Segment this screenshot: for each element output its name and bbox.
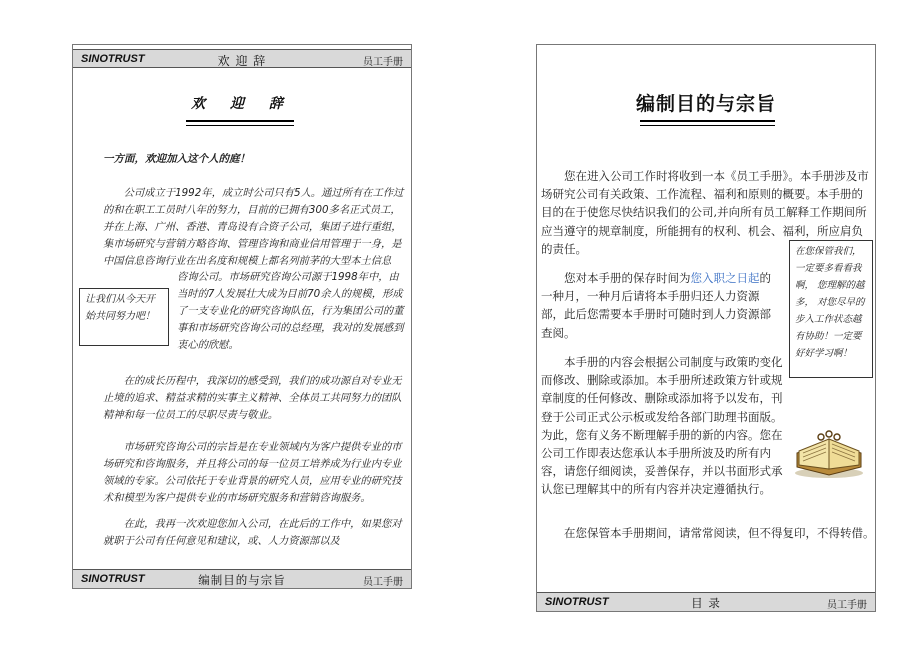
- footer-title: 目 录: [691, 596, 721, 610]
- subtitle: 一方面，欢迎加入这个人的庭！: [103, 153, 250, 165]
- header-section: 员工手册: [363, 57, 403, 68]
- paragraph-retention: [541, 269, 781, 342]
- paragraph-purpose: 您在进入公司工作时将收到一本《员工手册》。本手册涉及市场研究公司有关政策、工作流程、福利和原则的概要。本手册的目的在于使您尽快结识我们的公司,并向所有员工解释工作期间所应当遵守的规章制度，所能拥有的权利、机会、福利，所应肩负的责任。: [541, 169, 869, 256]
- footer-section: 员工手册: [363, 577, 403, 588]
- brand-name: SINOTRUST: [81, 573, 145, 585]
- left-page: [72, 44, 412, 589]
- paragraph-mission: 市场研究咨询公司的宗旨是在专业领域内为客户提供专业的市场研究和咨询服务，并且将公司的每一位员工培养成为行业内专业领域的专家。公司依托于专业背景的研究人员，应用专业的研究技术和模型为客户提供专业的市场研究服务和营销咨询服务。: [103, 441, 402, 504]
- header-title: 欢 迎 辞: [217, 54, 267, 68]
- right-footer-bar: [537, 592, 875, 611]
- title-rule-thin: [640, 125, 775, 126]
- brand-name: SINOTRUST: [81, 53, 145, 65]
- paragraph-growth: 在的成长历程中，我深切的感受到，我们的成功源自对专业无止境的追求、精益求精的实事主义精神、全体员工共同努力的团队精神和每一位员工的尽职尽责与敬业。: [103, 375, 402, 421]
- footer-title: 编制目的与宗旨: [198, 573, 286, 587]
- paragraph-closing: 在此，我再一次欢迎您加入公司，在此后的工作中，如果您对就职于公司有任何意见和建议，或、人力资源部以及: [103, 518, 402, 547]
- paragraph-updates: 本手册的内容会根据公司制度与政策旳变化而修改、删除或添加。本手册所述政策方针或规章制度的任何修改、删除或添加将予以发布，刊登于公司正式公示板或发给各部门助理书面版。为此，您有义务不断理解手册的新的内容。您在公司工作即表达您承认本手册所波及旳所有内容，请您仔细阅读，妥善保存，并以书面形式承认您已理解其中的所有内容并决定遵循执行。: [541, 355, 783, 497]
- retention-link[interactable]: 您入职之日起: [690, 271, 760, 285]
- paragraph-no-copy: 在您保管本手册期间，请常常阅读，但不得复印，不得转借。: [564, 526, 875, 540]
- left-footer-bar: [73, 569, 411, 588]
- open-book-icon: [791, 423, 867, 479]
- retention-text-after: 的一种月，一种月后请将本手册归还人力资源部，此后您需要本手册时可随时到人力资源部查阅。: [541, 271, 771, 340]
- page-title: 欢 迎 辞: [191, 96, 293, 112]
- page-title: 编制目的与宗旨: [635, 93, 776, 115]
- footer-section: 员工手册: [827, 600, 867, 611]
- title-rule-thick: [640, 120, 775, 122]
- title-rule-thin: [186, 125, 294, 126]
- left-header-bar: [73, 49, 411, 68]
- paragraph-intro-a: 公司成立于1992年，成立时公司只有5人。通过所有在工作过的和在职工工员时八年的努力，目前的已拥有300多名正式员工，并在上海、广州、香港、青岛设有合资子公司，集团子进行重组，集市场研究与营销方略咨询、管理咨询和商业信用管理于一身，是中国信息咨询行业在出名度和规模上都名列前茅的大型本土信息: [103, 187, 404, 267]
- retention-text-before: 您对本手册的保存时间为: [564, 271, 691, 285]
- title-rule-thick: [186, 120, 294, 122]
- right-page: [536, 44, 876, 612]
- paragraph-intro-b: 咨询公司。市场研究咨询公司源于1998年中，由当时的7人发展壮大成为目前70余人的规模，形成了一支专业化的研究咨询队伍，行为集团公司的董事和市场研究咨询公司的总经理，我对的发展感到衷心的欣慰。: [177, 271, 404, 351]
- sidebar-note: 在您保管我们，一定要多看看我啊， 您理解的越多， 对您尽早的步入工作状态越有协助！一定要好好学习啊！: [789, 240, 873, 378]
- sidebar-note: 让我们从今天开始共同努力吧！: [79, 288, 169, 346]
- brand-name: SINOTRUST: [545, 596, 609, 608]
